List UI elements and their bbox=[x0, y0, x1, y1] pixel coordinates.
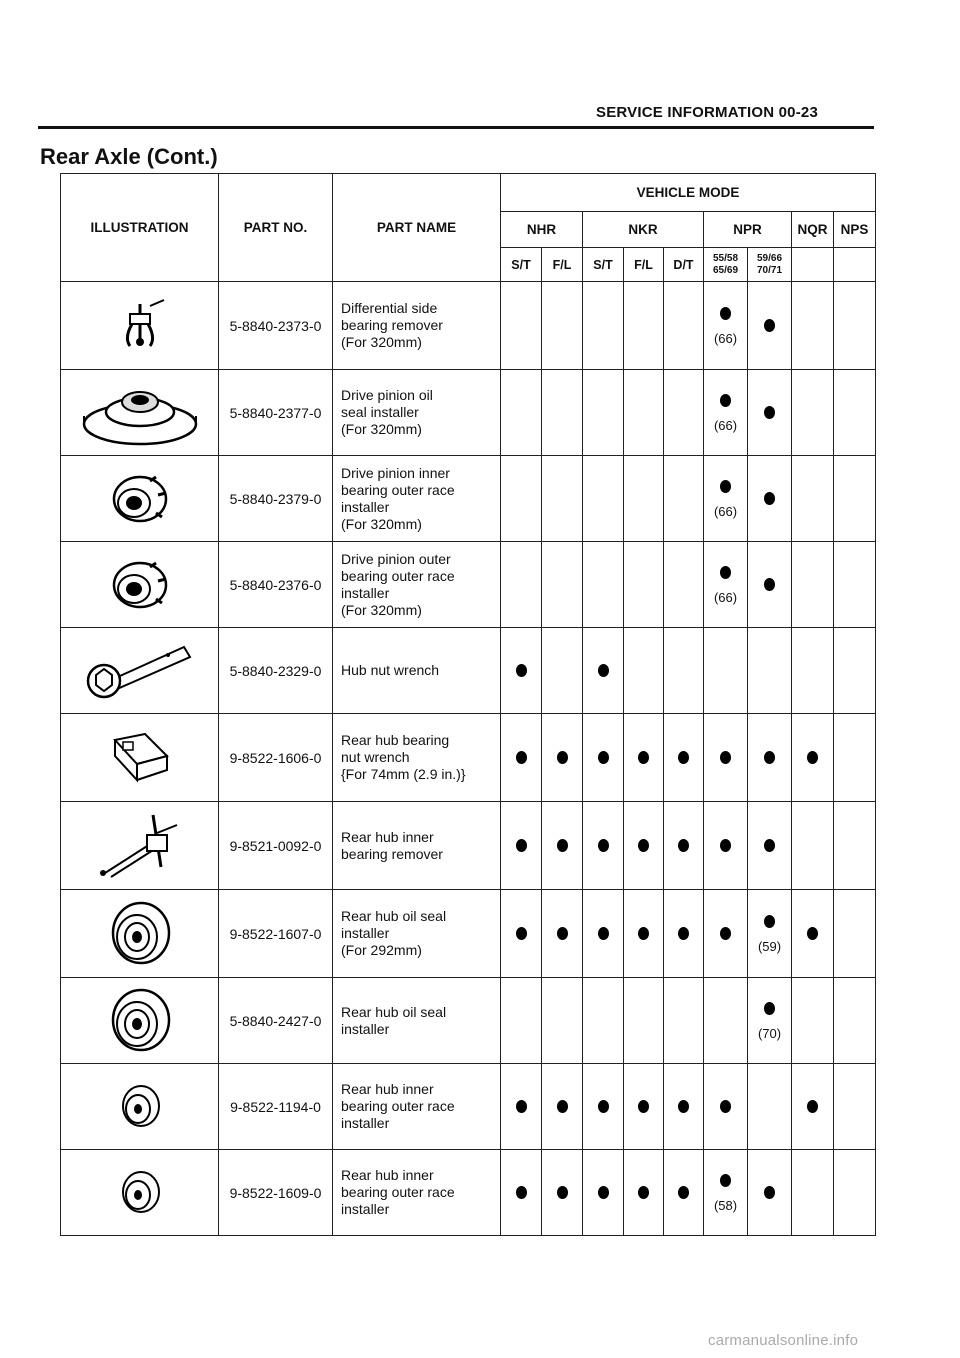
vehicle-applicability-cell bbox=[542, 370, 583, 456]
vehicle-applicability-cell bbox=[834, 1150, 876, 1236]
page-header: SERVICE INFORMATION 00-23 bbox=[596, 104, 818, 121]
vehicle-applicability-cell bbox=[542, 1150, 583, 1236]
vehicle-applicability-cell bbox=[834, 628, 876, 714]
applicable-dot-icon bbox=[598, 751, 609, 764]
oil-seal-installer-ring-icon bbox=[61, 978, 219, 1064]
vehicle-applicability-cell bbox=[501, 802, 542, 890]
vehicle-applicability-cell bbox=[501, 282, 542, 370]
table-row bbox=[61, 282, 876, 370]
applicable-dot-icon bbox=[720, 1174, 731, 1187]
applicable-dot-icon bbox=[598, 664, 609, 677]
vehicle-applicability-cell bbox=[583, 542, 624, 628]
wheelbase-note: (70) bbox=[757, 1026, 782, 1041]
vehicle-applicability-cell bbox=[704, 282, 748, 370]
applicable-dot-icon bbox=[720, 927, 731, 940]
part-number: 5-8840-2376-0 bbox=[219, 542, 333, 628]
applicable-dot-icon bbox=[598, 927, 609, 940]
applicable-dot-icon bbox=[720, 307, 731, 320]
vehicle-applicability-cell bbox=[542, 542, 583, 628]
bearing-nut-wrench-icon bbox=[61, 714, 219, 802]
vehicle-applicability-cell bbox=[583, 370, 624, 456]
vehicle-applicability-cell bbox=[792, 370, 834, 456]
vehicle-applicability-cell bbox=[792, 542, 834, 628]
vehicle-applicability-cell bbox=[748, 1150, 792, 1236]
vehicle-applicability-cell bbox=[542, 978, 583, 1064]
table-row bbox=[61, 714, 876, 802]
subheader-cell: F/L bbox=[542, 248, 583, 282]
vehicle-applicability-cell bbox=[583, 1150, 624, 1236]
applicable-dot-icon bbox=[764, 839, 775, 852]
watermark: carmanualsonline.info bbox=[708, 1332, 859, 1349]
vehicle-applicability-cell bbox=[624, 628, 664, 714]
vehicle-applicability-cell bbox=[542, 628, 583, 714]
applicable-dot-icon bbox=[516, 664, 527, 677]
applicable-dot-icon bbox=[678, 839, 689, 852]
applicable-dot-icon bbox=[764, 1002, 775, 1015]
applicable-dot-icon bbox=[638, 1186, 649, 1199]
vehicle-applicability-cell bbox=[501, 890, 542, 978]
vehicle-applicability-cell bbox=[834, 890, 876, 978]
vehicle-applicability-cell bbox=[664, 370, 704, 456]
vehicle-applicability-cell bbox=[664, 542, 704, 628]
part-number: 5-8840-2379-0 bbox=[219, 456, 333, 542]
part-number: 9-8522-1194-0 bbox=[219, 1064, 333, 1150]
vehicle-applicability-cell bbox=[748, 714, 792, 802]
vehicle-applicability-cell bbox=[501, 714, 542, 802]
vehicle-applicability-cell bbox=[834, 282, 876, 370]
subheader-cell: D/T bbox=[664, 248, 704, 282]
table-row bbox=[61, 1150, 876, 1236]
section-title: Rear Axle (Cont.) bbox=[40, 144, 218, 169]
vehicle-applicability-cell bbox=[748, 628, 792, 714]
vehicle-applicability-cell bbox=[501, 1150, 542, 1236]
wheelbase-note: (66) bbox=[713, 331, 738, 346]
vehicle-applicability-cell bbox=[792, 1150, 834, 1236]
header-model-nps: NPS bbox=[834, 212, 876, 248]
applicable-dot-icon bbox=[516, 927, 527, 940]
vehicle-applicability-cell bbox=[624, 802, 664, 890]
vehicle-applicability-cell bbox=[664, 802, 704, 890]
vehicle-applicability-cell bbox=[501, 1064, 542, 1150]
vehicle-applicability-cell bbox=[748, 370, 792, 456]
applicable-dot-icon bbox=[720, 751, 731, 764]
vehicle-applicability-cell bbox=[624, 542, 664, 628]
applicable-dot-icon bbox=[516, 1186, 527, 1199]
table-row bbox=[61, 978, 876, 1064]
applicable-dot-icon bbox=[764, 751, 775, 764]
subheader-cell: S/T bbox=[583, 248, 624, 282]
vehicle-applicability-cell bbox=[748, 802, 792, 890]
applicable-dot-icon bbox=[557, 1100, 568, 1113]
race-installer-icon bbox=[61, 456, 219, 542]
vehicle-applicability-cell bbox=[664, 1150, 704, 1236]
part-name: Differential side bearing remover (For 320mm) bbox=[333, 282, 501, 370]
vehicle-applicability-cell bbox=[792, 890, 834, 978]
vehicle-applicability-cell bbox=[834, 370, 876, 456]
vehicle-applicability-cell bbox=[624, 1064, 664, 1150]
table-row bbox=[61, 456, 876, 542]
applicable-dot-icon bbox=[557, 839, 568, 852]
wheelbase-note: (58) bbox=[713, 1198, 738, 1213]
part-name: Rear hub oil seal installer (For 292mm) bbox=[333, 890, 501, 978]
applicable-dot-icon bbox=[598, 1186, 609, 1199]
applicable-dot-icon bbox=[807, 1100, 818, 1113]
wheelbase-note: (66) bbox=[713, 590, 738, 605]
vehicle-applicability-cell bbox=[704, 802, 748, 890]
subheader-cell: 59/66 70/71 bbox=[748, 248, 792, 282]
part-number: 9-8522-1607-0 bbox=[219, 890, 333, 978]
vehicle-applicability-cell bbox=[792, 714, 834, 802]
vehicle-applicability-cell bbox=[792, 628, 834, 714]
applicable-dot-icon bbox=[720, 1100, 731, 1113]
applicable-dot-icon bbox=[764, 1186, 775, 1199]
applicable-dot-icon bbox=[720, 566, 731, 579]
vehicle-applicability-cell bbox=[542, 802, 583, 890]
vehicle-applicability-cell bbox=[583, 1064, 624, 1150]
subheader-cell bbox=[834, 248, 876, 282]
applicable-dot-icon bbox=[678, 927, 689, 940]
vehicle-applicability-cell bbox=[792, 978, 834, 1064]
wheelbase-note: (59) bbox=[757, 939, 782, 954]
vehicle-applicability-cell bbox=[704, 890, 748, 978]
header-rule bbox=[38, 126, 874, 129]
vehicle-applicability-cell bbox=[704, 628, 748, 714]
part-name: Hub nut wrench bbox=[333, 628, 501, 714]
subheader-cell: F/L bbox=[624, 248, 664, 282]
part-number: 9-8521-0092-0 bbox=[219, 802, 333, 890]
vehicle-applicability-cell bbox=[748, 1064, 792, 1150]
vehicle-applicability-cell bbox=[624, 714, 664, 802]
vehicle-applicability-cell bbox=[748, 890, 792, 978]
special-tools-table bbox=[60, 173, 876, 1236]
vehicle-applicability-cell bbox=[792, 802, 834, 890]
header-illustration: ILLUSTRATION bbox=[61, 174, 219, 282]
bearing-remover-tool-icon bbox=[61, 282, 219, 370]
applicable-dot-icon bbox=[764, 492, 775, 505]
vehicle-applicability-cell bbox=[704, 542, 748, 628]
vehicle-applicability-cell bbox=[583, 282, 624, 370]
header-model-nhr: NHR bbox=[501, 212, 583, 248]
vehicle-applicability-cell bbox=[704, 1150, 748, 1236]
vehicle-applicability-cell bbox=[501, 456, 542, 542]
vehicle-applicability-cell bbox=[501, 628, 542, 714]
vehicle-applicability-cell bbox=[704, 714, 748, 802]
part-name: Rear hub inner bearing outer race installer bbox=[333, 1150, 501, 1236]
vehicle-applicability-cell bbox=[792, 456, 834, 542]
vehicle-applicability-cell bbox=[542, 456, 583, 542]
vehicle-applicability-cell bbox=[748, 282, 792, 370]
applicable-dot-icon bbox=[516, 751, 527, 764]
vehicle-applicability-cell bbox=[624, 282, 664, 370]
vehicle-applicability-cell bbox=[792, 282, 834, 370]
vehicle-applicability-cell bbox=[748, 456, 792, 542]
header-model-nkr: NKR bbox=[583, 212, 704, 248]
vehicle-applicability-cell bbox=[834, 542, 876, 628]
header-model-npr: NPR bbox=[704, 212, 792, 248]
subheader-cell: 55/58 65/69 bbox=[704, 248, 748, 282]
wheelbase-note: (66) bbox=[713, 418, 738, 433]
part-number: 9-8522-1606-0 bbox=[219, 714, 333, 802]
vehicle-applicability-cell bbox=[583, 456, 624, 542]
vehicle-applicability-cell bbox=[583, 714, 624, 802]
vehicle-applicability-cell bbox=[834, 1064, 876, 1150]
vehicle-applicability-cell bbox=[834, 456, 876, 542]
applicable-dot-icon bbox=[516, 839, 527, 852]
applicable-dot-icon bbox=[516, 1100, 527, 1113]
vehicle-applicability-cell bbox=[583, 802, 624, 890]
table-row bbox=[61, 370, 876, 456]
part-name: Drive pinion outer bearing outer race installer (For 320mm) bbox=[333, 542, 501, 628]
table-row bbox=[61, 890, 876, 978]
vehicle-applicability-cell bbox=[834, 978, 876, 1064]
applicable-dot-icon bbox=[807, 751, 818, 764]
vehicle-applicability-cell bbox=[624, 978, 664, 1064]
vehicle-applicability-cell bbox=[834, 802, 876, 890]
applicable-dot-icon bbox=[678, 1186, 689, 1199]
part-name: Drive pinion inner bearing outer race installer (For 320mm) bbox=[333, 456, 501, 542]
header-vehicle-mode: VEHICLE MODE bbox=[501, 174, 876, 212]
part-name: Rear hub inner bearing remover bbox=[333, 802, 501, 890]
hub-nut-wrench-icon bbox=[61, 628, 219, 714]
oil-seal-installer-ring-icon bbox=[61, 890, 219, 978]
applicable-dot-icon bbox=[598, 1100, 609, 1113]
part-number: 5-8840-2373-0 bbox=[219, 282, 333, 370]
applicable-dot-icon bbox=[557, 927, 568, 940]
part-number: 5-8840-2329-0 bbox=[219, 628, 333, 714]
header-model-nqr: NQR bbox=[792, 212, 834, 248]
oil-seal-installer-icon bbox=[61, 370, 219, 456]
table-row bbox=[61, 628, 876, 714]
puller-tool-icon bbox=[61, 802, 219, 890]
applicable-dot-icon bbox=[764, 319, 775, 332]
vehicle-applicability-cell bbox=[624, 370, 664, 456]
part-number: 5-8840-2427-0 bbox=[219, 978, 333, 1064]
vehicle-applicability-cell bbox=[834, 714, 876, 802]
vehicle-applicability-cell bbox=[664, 890, 704, 978]
vehicle-applicability-cell bbox=[748, 542, 792, 628]
vehicle-applicability-cell bbox=[583, 890, 624, 978]
applicable-dot-icon bbox=[557, 1186, 568, 1199]
part-name: Drive pinion oil seal installer (For 320mm) bbox=[333, 370, 501, 456]
applicable-dot-icon bbox=[807, 927, 818, 940]
vehicle-applicability-cell bbox=[704, 456, 748, 542]
vehicle-applicability-cell bbox=[704, 978, 748, 1064]
applicable-dot-icon bbox=[764, 915, 775, 928]
vehicle-applicability-cell bbox=[501, 542, 542, 628]
vehicle-applicability-cell bbox=[664, 714, 704, 802]
vehicle-applicability-cell bbox=[748, 978, 792, 1064]
applicable-dot-icon bbox=[764, 578, 775, 591]
applicable-dot-icon bbox=[764, 406, 775, 419]
vehicle-applicability-cell bbox=[501, 370, 542, 456]
subheader-cell: S/T bbox=[501, 248, 542, 282]
vehicle-applicability-cell bbox=[542, 714, 583, 802]
vehicle-applicability-cell bbox=[664, 282, 704, 370]
vehicle-applicability-cell bbox=[704, 1064, 748, 1150]
applicable-dot-icon bbox=[720, 480, 731, 493]
vehicle-applicability-cell bbox=[704, 370, 748, 456]
header-part-no: PART NO. bbox=[219, 174, 333, 282]
part-number: 9-8522-1609-0 bbox=[219, 1150, 333, 1236]
vehicle-applicability-cell bbox=[542, 1064, 583, 1150]
applicable-dot-icon bbox=[598, 839, 609, 852]
part-name: Rear hub bearing nut wrench {For 74mm (2.9 in.)} bbox=[333, 714, 501, 802]
vehicle-applicability-cell bbox=[664, 1064, 704, 1150]
vehicle-applicability-cell bbox=[664, 628, 704, 714]
vehicle-applicability-cell bbox=[542, 282, 583, 370]
part-name: Rear hub oil seal installer bbox=[333, 978, 501, 1064]
part-number: 5-8840-2377-0 bbox=[219, 370, 333, 456]
wheelbase-note: (66) bbox=[713, 504, 738, 519]
applicable-dot-icon bbox=[678, 1100, 689, 1113]
header-part-name: PART NAME bbox=[333, 174, 501, 282]
applicable-dot-icon bbox=[720, 839, 731, 852]
table-row bbox=[61, 1064, 876, 1150]
subheader-cell bbox=[792, 248, 834, 282]
vehicle-applicability-cell bbox=[624, 1150, 664, 1236]
applicable-dot-icon bbox=[638, 839, 649, 852]
race-installer-icon bbox=[61, 542, 219, 628]
vehicle-applicability-cell bbox=[664, 978, 704, 1064]
vehicle-applicability-cell bbox=[792, 1064, 834, 1150]
applicable-dot-icon bbox=[678, 751, 689, 764]
table-row bbox=[61, 802, 876, 890]
vehicle-applicability-cell bbox=[624, 456, 664, 542]
applicable-dot-icon bbox=[638, 1100, 649, 1113]
vehicle-applicability-cell bbox=[583, 978, 624, 1064]
part-name: Rear hub inner bearing outer race installer bbox=[333, 1064, 501, 1150]
vehicle-applicability-cell bbox=[583, 628, 624, 714]
applicable-dot-icon bbox=[638, 927, 649, 940]
vehicle-applicability-cell bbox=[542, 890, 583, 978]
table-row bbox=[61, 542, 876, 628]
applicable-dot-icon bbox=[720, 394, 731, 407]
vehicle-applicability-cell bbox=[501, 978, 542, 1064]
race-installer-small-icon bbox=[61, 1064, 219, 1150]
vehicle-applicability-cell bbox=[624, 890, 664, 978]
vehicle-applicability-cell bbox=[664, 456, 704, 542]
applicable-dot-icon bbox=[638, 751, 649, 764]
race-installer-small-icon bbox=[61, 1150, 219, 1236]
applicable-dot-icon bbox=[557, 751, 568, 764]
